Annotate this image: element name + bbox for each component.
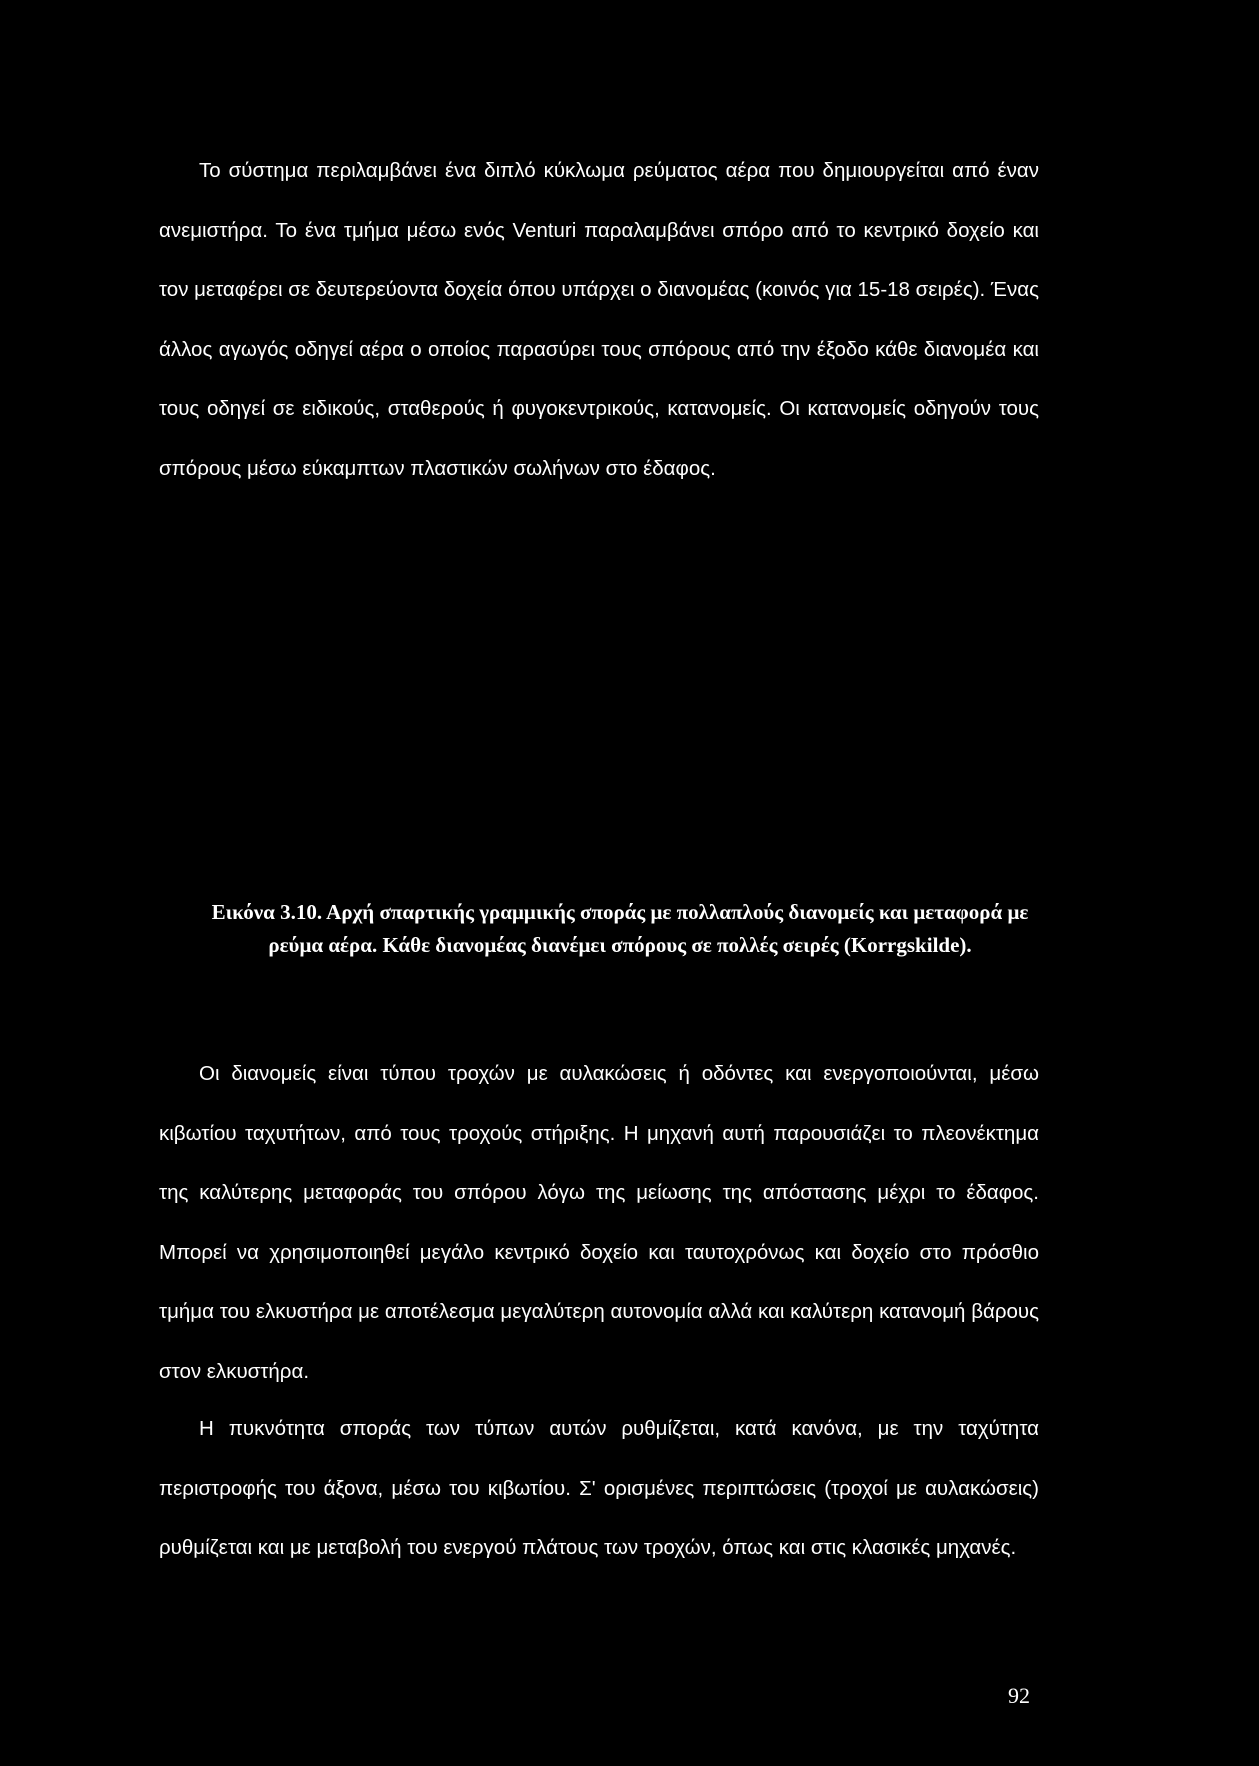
figure-caption: Εικόνα 3.10. Αρχή σπαρτικής γραμμικής σποράς με πολλαπλούς διανομείς και μεταφορά με ρεύμα αέρα. Κάθε διανομέας διανέμει σπόρους σε πολλές σειρές (Korrgskilde). [211, 900, 1029, 957]
paragraph-seeding-density: Η πυκνότητα σποράς των τύπων αυτών ρυθμίζεται, κατά κανόνα, με την ταχύτητα περιστροφής του άξονα, μέσω του κιβωτίου. Σ' ορισμένες περιπτώσεις (τροχοί με αυλακώσεις) ρυθμίζεται και με μεταβολή του ενεργού πλάτους των τροχών, όπως και στις κλασικές μηχανές. [159, 1417, 1039, 1559]
paragraph-air-circuit: Το σύστημα περιλαμβάνει ένα διπλό κύκλωμα ρεύματος αέρα που δημιουργείται από έναν ανεμιστήρα. Το ένα τμήμα μέσω ενός Venturi παραλαμβάνει σπόρο από το κεντρικό δοχείο και τον μεταφέρει σε δευτερεύοντα δοχεία όπου υπάρχει ο διανομέας (κοινός για 15-18 σειρές). Ένας άλλος αγωγός οδηγεί αέρα ο οποίος παρασύρει τους σπόρους από την έξοδο κάθε διανομέα και τους οδηγεί σε ειδικούς, σταθερούς ή φυγοκεντρικούς, κατανομείς. Οι κατανομείς οδηγούν τους σπόρους μέσω εύκαμπτων πλαστικών σωλήνων στο έδαφος. [159, 159, 1039, 480]
page-number: 92 [1008, 1683, 1030, 1708]
paragraph-distributors: Οι διανομείς είναι τύπου τροχών με αυλακώσεις ή οδόντες και ενεργοποιούνται, μέσω κιβωτίου ταχυτήτων, από τους τροχούς στήριξης. Η μηχανή αυτή παρουσιάζει το πλεονέκτημα της καλύτερης μεταφοράς του σπόρου λόγω της μείωσης της απόστασης μέχρι το έδαφος. Μπορεί να χρησιμοποιηθεί μεγάλο κεντρικό δοχείο και ταυτοχρόνως και δοχείο στο πρόσθιο τμήμα του ελκυστήρα με αποτέλεσμα μεγαλύτερη αυτονομία αλλά και καλύτερη κατανομή βάρους στον ελκυστήρα. [159, 1062, 1039, 1383]
